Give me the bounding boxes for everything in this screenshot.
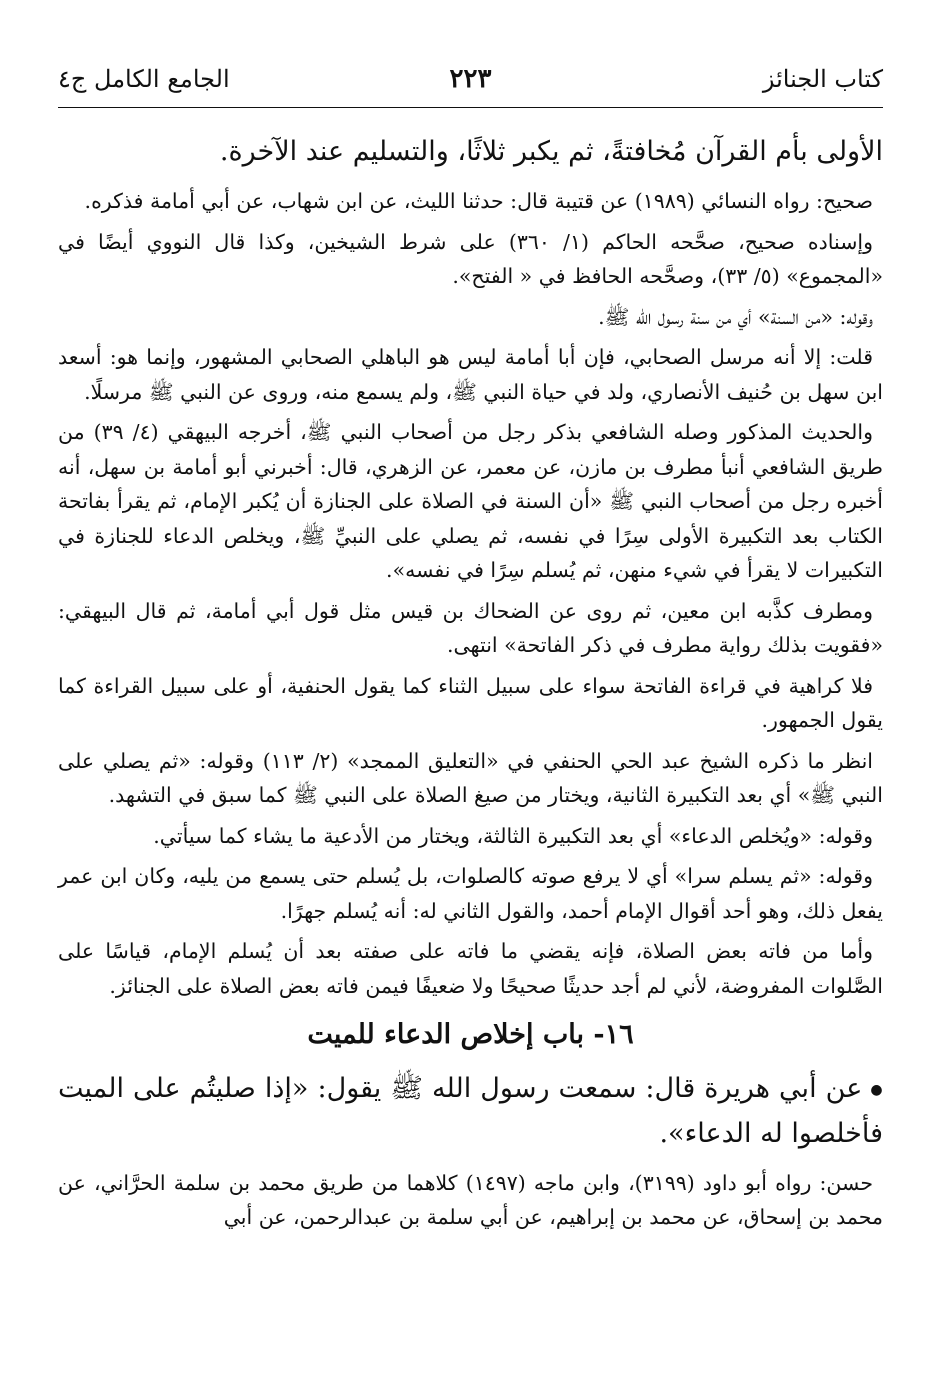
chapter-heading: ١٦- باب إخلاص الدعاء للميت bbox=[307, 1019, 634, 1050]
page-body bbox=[58, 130, 883, 1241]
commentary-paragraph: حسن: رواه أبو داود (٣١٩٩)، وابن ماجه (١٤٩٧) كلاهما من طريق محمد بن سلمة الحرَّاني، عن محمد بن إسحاق، عن محمد بن إبراهيم، عن أبي سلمة بن عبدالرحمن، عن أبي bbox=[58, 1170, 883, 1229]
hadith-text-body: عن أبي هريرة قال: سمعت رسول الله ﷺ يقول: «إذا صليتُم على الميت فأخلصوا له الدعاء». bbox=[58, 1073, 883, 1149]
commentary-paragraph: قلت: إلا أنه مرسل الصحابي، فإن أبا أمامة ليس هو الباهلي الصحابي المشهور، وإنما هو: أسعد ابن سهل بن حُنيف الأنصاري، ولد في حياة النبي ﷺ، ولم يسمع منه، وروى عن النبي ﷺ مرسلًا. bbox=[58, 345, 883, 404]
commentary-paragraph: انظر ما ذكره الشيخ عبد الحي الحنفي في «التعليق الممجد» (٢/ ١١٣) وقوله: «ثم يصلي على النبي ﷺ» أي بعد التكبيرة الثانية، ويختار من صيغ الصلاة على النبي ﷺ كما سبق في التشهد. bbox=[58, 748, 883, 807]
commentary-paragraph: وقوله: «ثم يسلم سرا» أي لا يرفع صوته كالصلوات، بل يُسلم حتى يسمع من يليه، وكان ابن عمر يفعل ذلك، وهو أحد أقوال الإمام أحمد، والقول الثاني له: أنه يُسلم جهرًا. bbox=[58, 864, 883, 923]
page-number: ٢٢٣ bbox=[449, 64, 492, 94]
hadith-text-continuation: الأولى بأم القرآن مُخافتةً، ثم يكبر ثلاثًا، والتسليم عند الآخرة. bbox=[219, 136, 883, 167]
commentary-paragraph: وإسناده صحيح، صحَّحه الحاكم (١/ ٣٦٠) على شرط الشيخين، وكذا قال النووي أيضًا في «المجموع» (٥/ ٣٣)، وصحَّحه الحافظ في « الفتح». bbox=[58, 229, 883, 288]
commentary-paragraph: فلا كراهية في قراءة الفاتحة سواء على سبيل الثناء كما يقول الحنفية، أو على سبيل القراءة كما يقول الجمهور. bbox=[58, 673, 883, 732]
hadith-text bbox=[58, 1067, 883, 1156]
commentary-paragraph: وأما من فاته بعض الصلاة، فإنه يقضي ما فاته على صفته بعد أن يُسلم الإمام، قياسًا على الصَّلوات المفروضة، لأني لم أجد حديثًا صحيحًا ولا ضعيفًا فيمن فاته بعض الصلاة على الجنائز. bbox=[58, 939, 883, 998]
book-title: الجامع الكامل ج٤ bbox=[58, 65, 230, 93]
commentary-paragraph: وقوله: «ويُخلص الدعاء» أي بعد التكبيرة الثالثة، ويختار من الأدعية ما يشاء كما سيأتي. bbox=[153, 823, 873, 848]
commentary-paragraph: صحيح: رواه النسائي (١٩٨٩) عن قتيبة قال: حدثنا الليث، عن ابن شهاب، عن أبي أمامة فذكره. bbox=[84, 189, 873, 213]
commentary-paragraph: والحديث المذكور وصله الشافعي بذكر رجل من أصحاب النبي ﷺ، أخرجه البيهقي (٤/ ٣٩) من طريق الشافعي أنبأ مطرف بن مازن، عن معمر، عن الزهري، قال: أخبرني أبو أمامة بن سهل، أنه أخبره رجل من أصحاب النبي ﷺ «أن السنة في الصلاة على الجنازة أن يُكبر الإمام، ثم يقرأ بفاتحة الكتاب بعد التكبيرة الأولى سِرًا في نفسه، ثم يصلي على النبيِّ ﷺ، ويخلص الدعاء للجنازة في التكبيرات لا يقرأ في شيء منهن، ثم يُسلم سِرًا في نفسه». bbox=[58, 420, 883, 582]
book-section-title: كتاب الجنائز bbox=[762, 65, 883, 93]
commentary-paragraph: وقوله: «من السنة» أي من سنة رسول الله ﷺ. bbox=[598, 304, 873, 329]
header-divider bbox=[58, 107, 883, 108]
bullet-icon: ● bbox=[870, 1081, 884, 1098]
commentary-paragraph: ومطرف كذَّبه ابن معين، ثم روى عن الضحاك بن قيس مثل قول أبي أمامة، ثم قال البيهقي: «فقويت بذلك رواية مطرف في ذكر الفاتحة» انتهى. bbox=[58, 598, 883, 657]
running-header bbox=[58, 58, 883, 108]
